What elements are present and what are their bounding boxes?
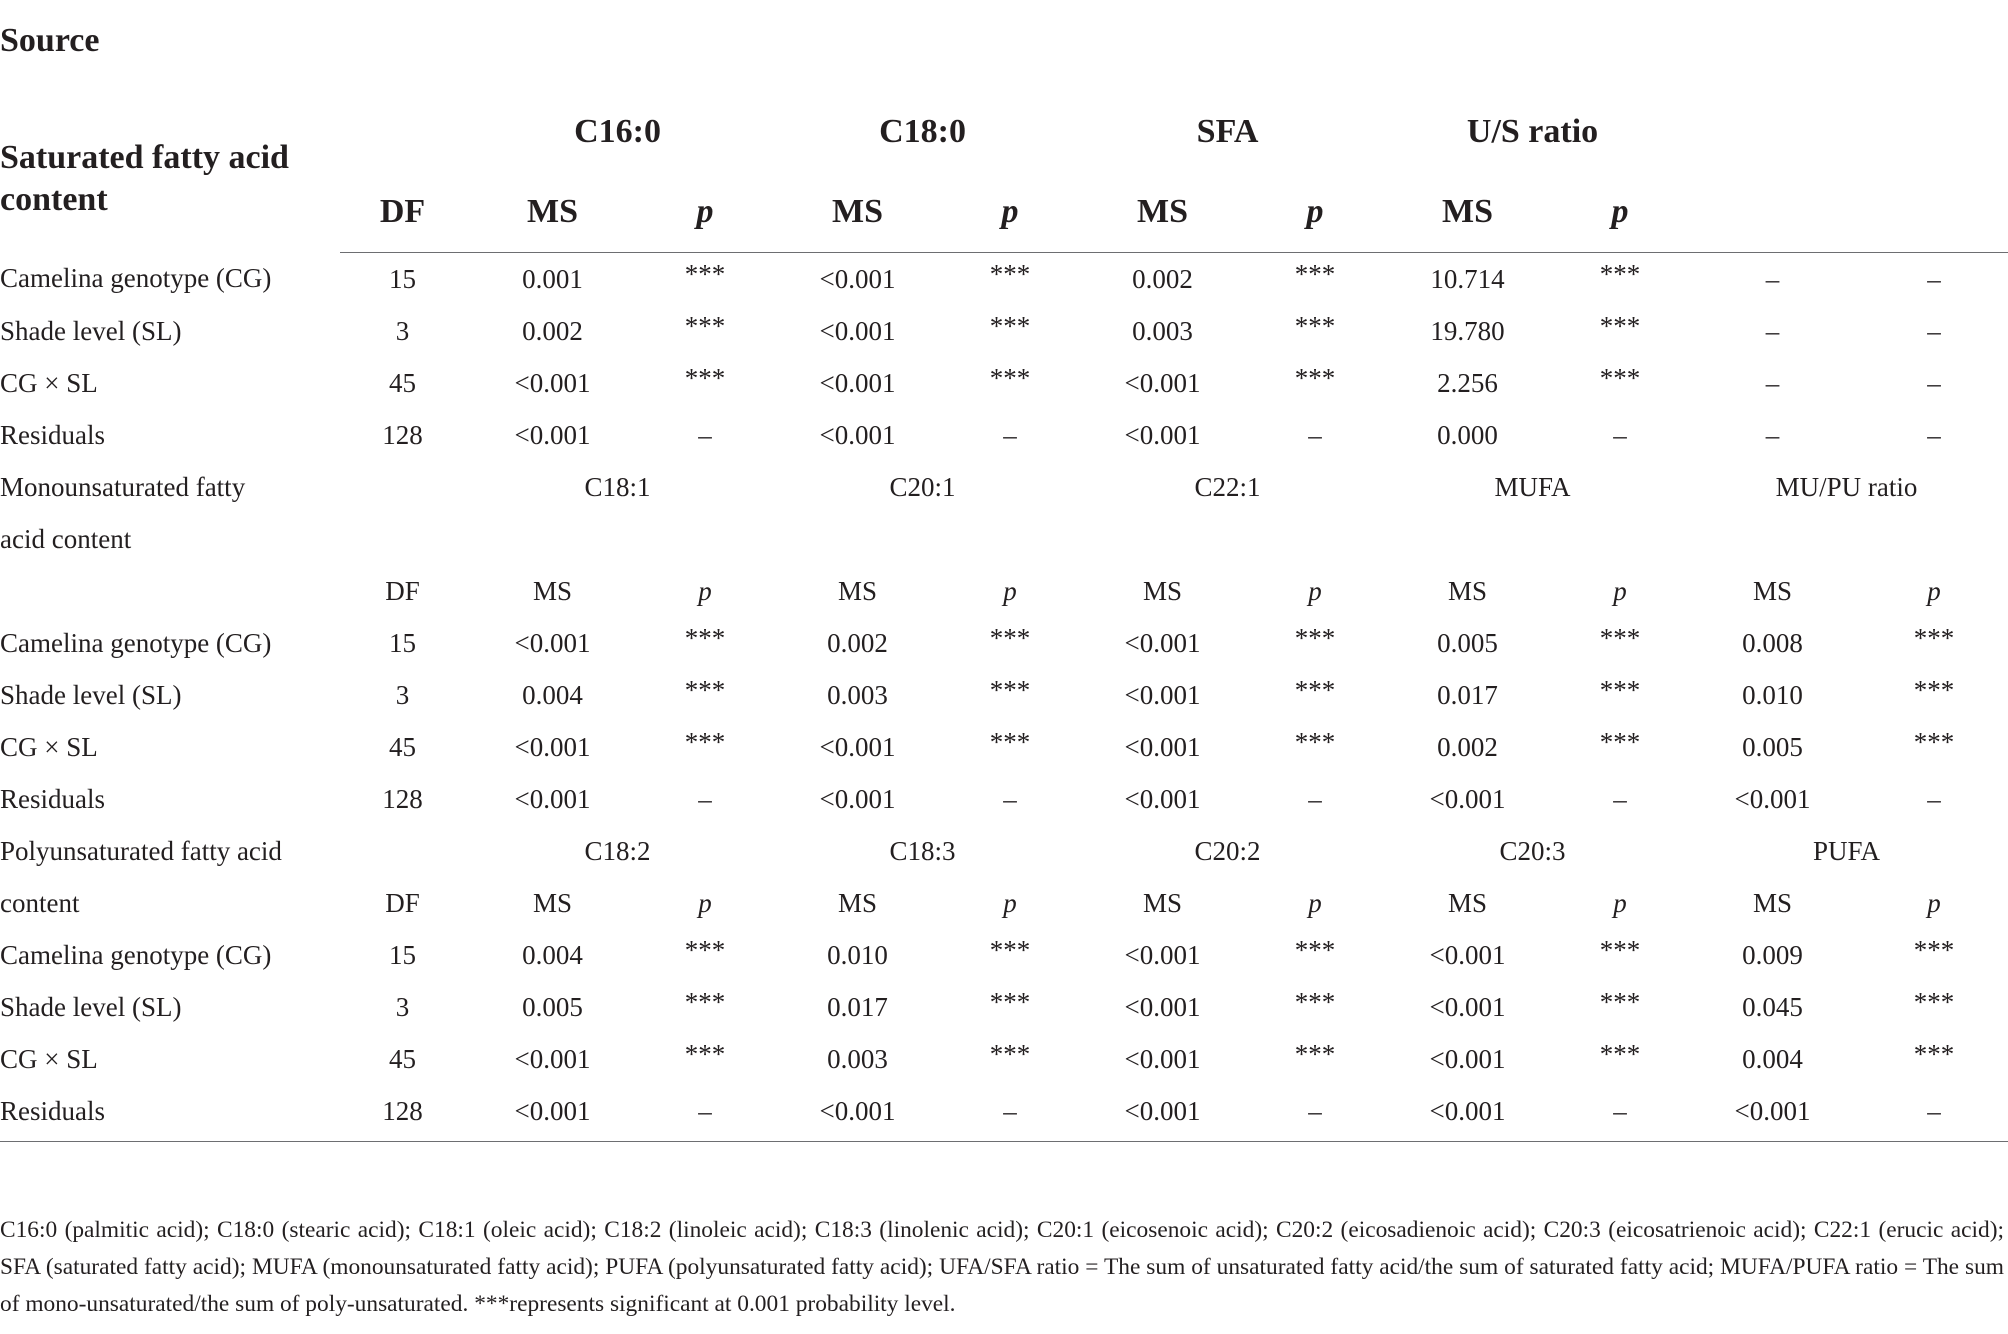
col-header-sfa: SFA	[1196, 113, 1259, 150]
row-source-label: Residuals	[0, 783, 105, 814]
ms-value: <0.001	[465, 1085, 640, 1142]
row-source-label: Residuals	[0, 419, 105, 450]
table-row	[0, 669, 2008, 721]
ms-value: <0.001	[1429, 783, 1506, 814]
ms-value: –	[1765, 315, 1780, 346]
source-heading: Source	[0, 22, 100, 59]
ms-value: 0.002	[827, 627, 888, 658]
p-value: ***	[989, 1038, 1031, 1069]
ms-value: <0.001	[770, 1085, 945, 1142]
p-value: –	[1613, 419, 1627, 450]
p-value: –	[1308, 419, 1322, 450]
p-value: –	[1927, 263, 1941, 294]
p-value: ***	[1599, 726, 1641, 757]
monounsaturated-section	[0, 461, 2008, 825]
ms-value: 0.010	[827, 939, 888, 970]
row-source-label: CG × SL	[0, 1043, 98, 1074]
df-value: 3	[395, 991, 410, 1022]
mono-section-title-cont: acid content	[0, 523, 132, 554]
p-value: ***	[1294, 310, 1336, 341]
ms-value: 0.003	[827, 679, 888, 710]
ms-value: 0.010	[1742, 679, 1803, 710]
table-row	[0, 253, 2008, 306]
ms-header: MS	[1448, 575, 1488, 606]
ms-value: 0.003	[827, 1043, 888, 1074]
col-header-mufa: MUFA	[1494, 471, 1571, 502]
ms-value: 2.256	[1437, 367, 1498, 398]
table-row	[0, 929, 2008, 981]
p-header: p	[1250, 172, 1380, 253]
row-source-label: Shade level (SL)	[0, 315, 182, 346]
p-value: –	[1250, 1085, 1380, 1142]
p-header: p	[1927, 887, 1941, 918]
table-row	[0, 1085, 2008, 1142]
p-value: ***	[1294, 1038, 1336, 1069]
ms-value: 19.780	[1430, 315, 1505, 346]
p-value: ***	[1294, 362, 1336, 393]
p-value: ***	[1913, 726, 1955, 757]
p-header: p	[1613, 575, 1627, 606]
p-value: –	[1927, 315, 1941, 346]
p-value: ***	[989, 934, 1031, 965]
df-value: 3	[395, 315, 410, 346]
anova-table	[0, 92, 2008, 1142]
ms-header: MS	[838, 887, 878, 918]
table-row	[0, 981, 2008, 1033]
ms-value: <0.001	[819, 315, 896, 346]
poly-section-title-cont: content	[0, 887, 80, 918]
p-value: ***	[684, 362, 726, 393]
p-header: p	[698, 887, 712, 918]
p-value: ***	[1599, 986, 1641, 1017]
table-row	[0, 1033, 2008, 1085]
ms-header: MS	[1753, 575, 1793, 606]
table-row	[0, 357, 2008, 409]
ms-header: MS	[1380, 172, 1555, 253]
row-source-label: Camelina genotype (CG)	[0, 939, 272, 970]
ms-value: 0.003	[1132, 315, 1193, 346]
ms-value: <0.001	[514, 367, 591, 398]
p-header: p	[1927, 575, 1941, 606]
col-header-us-ratio: U/S ratio	[1466, 113, 1599, 150]
table-footnote: C16:0 (palmitic acid); C18:0 (stearic acid); C18:1 (oleic acid); C18:2 (linoleic acid); C18:3 (linolenic acid); C20:1 (eicosenoic acid); C20:2 (eicosadienoic acid); C20:3 (eicosatrienoic acid); C22:1 (erucic acid); SFA (saturated fatty acid); MUFA (monounsaturated fatty acid); PUFA (polyunsaturated fatty acid); UFA/SFA ratio = The sum of unsaturated fatty acid/the sum of saturated fatty acid; MUFA/PUFA ratio = The sum of mono-unsaturated/the sum of poly-unsaturated. ***represents significant at 0.001 probability level.	[0, 1217, 2004, 1317]
row-source-label: CG × SL	[0, 731, 98, 762]
p-value: ***	[1599, 674, 1641, 705]
df-value: 3	[395, 679, 410, 710]
ms-header: MS	[770, 172, 945, 253]
col-header-c18-2: C18:2	[584, 835, 651, 866]
ms-value: <0.001	[1429, 939, 1506, 970]
col-header-c20-3: C20:3	[1499, 835, 1566, 866]
df-value: 128	[382, 783, 423, 814]
p-value: –	[1860, 1085, 2008, 1142]
p-header: p	[640, 172, 770, 253]
p-value: ***	[684, 726, 726, 757]
ms-value: <0.001	[1124, 419, 1201, 450]
ms-value: <0.001	[1380, 1085, 1555, 1142]
p-value: ***	[684, 674, 726, 705]
row-source-label: CG × SL	[0, 367, 98, 398]
ms-value: 10.714	[1430, 263, 1505, 294]
ms-value: <0.001	[819, 419, 896, 450]
p-header: p	[698, 575, 712, 606]
ms-value: <0.001	[1124, 939, 1201, 970]
polyunsaturated-section	[0, 825, 2008, 1142]
df-value: 128	[340, 1085, 465, 1142]
p-value: ***	[1599, 622, 1641, 653]
ms-value: 0.004	[522, 679, 583, 710]
table-row	[0, 305, 2008, 357]
ms-value: –	[1765, 367, 1780, 398]
p-value: ***	[1913, 622, 1955, 653]
p-value: ***	[1599, 934, 1641, 965]
ms-value: <0.001	[514, 783, 591, 814]
ms-value: <0.001	[1124, 1043, 1201, 1074]
df-header: DF	[340, 172, 465, 253]
p-value: –	[640, 1085, 770, 1142]
p-value: ***	[989, 362, 1031, 393]
p-value: ***	[989, 258, 1031, 289]
df-value: 15	[389, 939, 416, 970]
p-value: ***	[684, 986, 726, 1017]
col-header-c18-1: C18:1	[584, 471, 651, 502]
ms-value: <0.001	[819, 263, 896, 294]
ms-header: MS	[1143, 575, 1183, 606]
ms-header: MS	[465, 172, 640, 253]
df-value: 45	[389, 731, 416, 762]
p-value: ***	[1294, 258, 1336, 289]
ms-value: 0.002	[1437, 731, 1498, 762]
df-header: DF	[385, 887, 420, 918]
p-value: ***	[1599, 310, 1641, 341]
ms-value: 0.017	[1437, 679, 1498, 710]
col-header-c16-0: C16:0	[574, 113, 661, 150]
ms-value: <0.001	[1685, 1085, 1860, 1142]
saturated-section	[0, 92, 2008, 461]
col-header-c22-1: C22:1	[1194, 471, 1261, 502]
ms-value: 0.004	[1742, 1043, 1803, 1074]
p-value: ***	[1294, 934, 1336, 965]
ms-header: MS	[1448, 887, 1488, 918]
p-value: –	[1555, 1085, 1685, 1142]
p-value: ***	[684, 258, 726, 289]
p-header: p	[1308, 575, 1322, 606]
ms-value: –	[1765, 419, 1780, 450]
p-value: –	[1003, 419, 1017, 450]
ms-value: –	[1765, 263, 1780, 294]
p-value: –	[1003, 783, 1017, 814]
col-header-mu-pu-ratio: MU/PU ratio	[1775, 471, 1918, 502]
p-value: ***	[1294, 986, 1336, 1017]
p-value: –	[698, 419, 712, 450]
ms-value: <0.001	[819, 731, 896, 762]
ms-value: <0.001	[514, 1043, 591, 1074]
ms-value: 0.001	[522, 263, 583, 294]
p-value: ***	[1294, 674, 1336, 705]
p-value: ***	[684, 1038, 726, 1069]
mono-section-title: Monounsaturated fatty	[0, 471, 246, 502]
ms-value: 0.005	[522, 991, 583, 1022]
p-value: ***	[989, 986, 1031, 1017]
df-value: 45	[389, 1043, 416, 1074]
ms-header: MS	[1753, 887, 1793, 918]
ms-value: 0.005	[1437, 627, 1498, 658]
p-value: –	[945, 1085, 1075, 1142]
df-value: 45	[389, 367, 416, 398]
ms-header: MS	[1075, 172, 1250, 253]
col-header-c20-2: C20:2	[1194, 835, 1261, 866]
saturated-section-title: Saturated fatty acid content	[0, 139, 289, 219]
row-source-label: Camelina genotype (CG)	[0, 627, 272, 658]
p-value: ***	[684, 310, 726, 341]
p-value: ***	[1294, 622, 1336, 653]
ms-value: 0.017	[827, 991, 888, 1022]
p-header: p	[1003, 887, 1017, 918]
p-value: –	[1927, 367, 1941, 398]
ms-header: MS	[532, 575, 573, 606]
p-value: ***	[1599, 258, 1641, 289]
df-value: 15	[389, 263, 416, 294]
ms-value: <0.001	[1734, 783, 1811, 814]
p-header: p	[945, 172, 1075, 253]
p-value: –	[1927, 419, 1941, 450]
p-value: –	[1613, 783, 1627, 814]
p-value: –	[698, 783, 712, 814]
p-value: ***	[1913, 674, 1955, 705]
p-value: ***	[684, 622, 726, 653]
ms-value: 0.004	[522, 939, 583, 970]
table-row	[0, 409, 2008, 461]
p-value: ***	[989, 726, 1031, 757]
poly-section-title: Polyunsaturated fatty acid	[0, 835, 282, 866]
row-source-label: Shade level (SL)	[0, 991, 182, 1022]
ms-value: 0.002	[522, 315, 583, 346]
ms-value: <0.001	[1124, 627, 1201, 658]
p-header: p	[1555, 172, 1685, 253]
ms-value: <0.001	[819, 367, 896, 398]
p-value: ***	[1913, 986, 1955, 1017]
ms-value: 0.000	[1437, 419, 1498, 450]
p-value: ***	[1294, 726, 1336, 757]
p-value: –	[1308, 783, 1322, 814]
df-value: 15	[389, 627, 416, 658]
ms-value: <0.001	[1124, 731, 1201, 762]
row-source-label: Camelina genotype (CG)	[0, 263, 272, 294]
ms-value: 0.005	[1742, 731, 1803, 762]
p-value: ***	[1913, 934, 1955, 965]
p-value: ***	[989, 310, 1031, 341]
ms-value: <0.001	[1124, 783, 1201, 814]
col-header-c18-3: C18:3	[889, 835, 956, 866]
p-value: ***	[1599, 362, 1641, 393]
ms-value: <0.001	[1124, 991, 1201, 1022]
col-header-c18-0: C18:0	[879, 113, 966, 150]
col-header-c20-1: C20:1	[889, 471, 956, 502]
ms-header: MS	[532, 887, 573, 918]
ms-value: <0.001	[1429, 991, 1506, 1022]
p-value: ***	[684, 934, 726, 965]
ms-value: <0.001	[1124, 679, 1201, 710]
ms-header: MS	[1143, 887, 1183, 918]
p-value: –	[1927, 783, 1941, 814]
ms-value: <0.001	[1429, 1043, 1506, 1074]
p-header: p	[1003, 575, 1017, 606]
table-row	[0, 773, 2008, 825]
ms-value: 0.009	[1742, 939, 1803, 970]
row-source-label: Shade level (SL)	[0, 679, 182, 710]
df-header: DF	[385, 575, 420, 606]
ms-value: <0.001	[514, 731, 591, 762]
ms-header: MS	[838, 575, 878, 606]
p-header: p	[1613, 887, 1627, 918]
ms-value: 0.002	[1132, 263, 1193, 294]
table-row	[0, 721, 2008, 773]
p-value: ***	[1913, 1038, 1955, 1069]
col-header-pufa: PUFA	[1813, 835, 1881, 866]
row-source-label: Residuals	[0, 1085, 340, 1142]
ms-value: <0.001	[819, 783, 896, 814]
table-row	[0, 617, 2008, 669]
ms-value: <0.001	[514, 419, 591, 450]
ms-value: 0.045	[1742, 991, 1803, 1022]
p-value: ***	[989, 674, 1031, 705]
p-header: p	[1308, 887, 1322, 918]
df-value: 128	[382, 419, 423, 450]
p-value: ***	[1599, 1038, 1641, 1069]
ms-value: <0.001	[514, 627, 591, 658]
ms-value: 0.008	[1742, 627, 1803, 658]
ms-value: <0.001	[1075, 1085, 1250, 1142]
p-value: ***	[989, 622, 1031, 653]
ms-value: <0.001	[1124, 367, 1201, 398]
